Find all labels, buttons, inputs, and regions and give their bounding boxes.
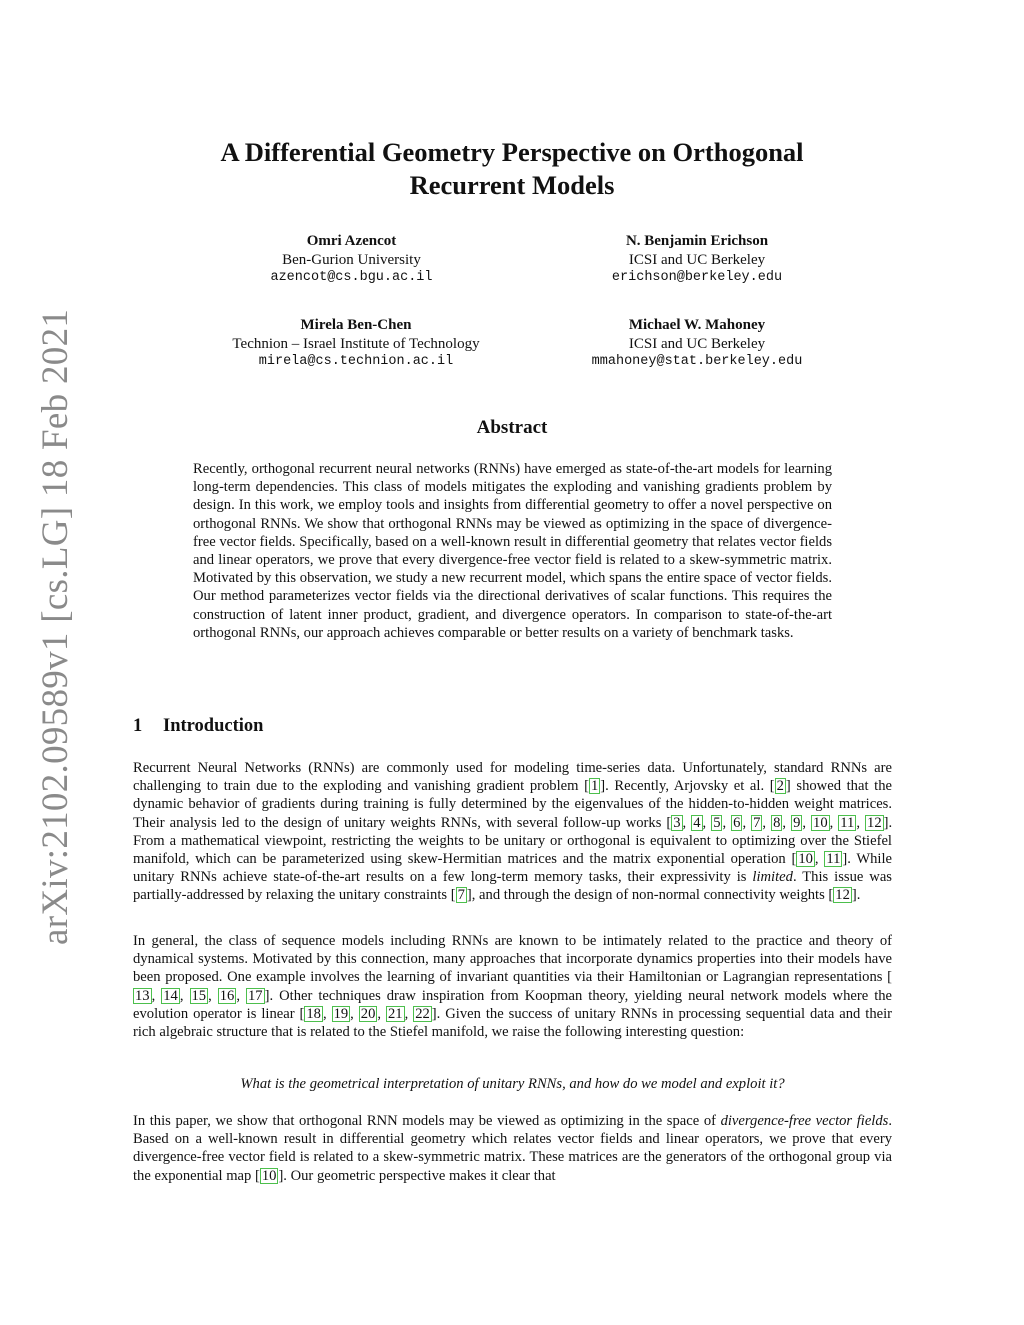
section-title: Introduction [163, 716, 264, 736]
section-heading [133, 716, 263, 737]
title-line-2: Recurrent Models [409, 170, 615, 200]
author-block [540, 316, 854, 372]
author-email[interactable]: mirela@cs.technion.ac.il [258, 354, 454, 369]
citation-link[interactable]: 7 [457, 887, 465, 904]
research-question: What is the geometrical interpretation of unitary RNNs, and how do we model and exploit it? [240, 1076, 785, 1092]
author-block [200, 316, 512, 372]
author-name: Michael W. Mahoney [628, 317, 766, 333]
author-name: Omri Azencot [306, 233, 397, 249]
intro-paragraph-3 [133, 1112, 892, 1185]
author-name: N. Benjamin Erichson [625, 233, 769, 249]
citation-link[interactable]: 20 [360, 1005, 376, 1022]
citation-link[interactable]: 12 [835, 887, 850, 904]
citation-link[interactable]: 10 [261, 1167, 277, 1184]
section-number: 1 [133, 716, 143, 736]
citation-link[interactable]: 16 [219, 987, 235, 1004]
citation-link[interactable]: 7 [753, 814, 761, 831]
citation-link[interactable]: 22 [415, 1005, 430, 1022]
citation-link[interactable]: 2 [776, 778, 784, 795]
author-affiliation: Technion – Israel Institute of Technology [232, 335, 480, 352]
citation-link[interactable]: 12 [867, 814, 882, 831]
text-run: ]. Other techniques draw inspiration from Koopman theory, yielding neural network models where the evolution operator is linear [ [133, 987, 893, 1022]
text-run: Recurrent Neural Networks (RNNs) are commonly used for modeling time-series data. Unfortunately, standard RNNs are challenging to train due to the exploding and vanishing gradient problem [ [133, 760, 892, 795]
citation-link[interactable]: 5 [713, 814, 721, 831]
citation-link[interactable]: 21 [387, 1005, 403, 1022]
citation-link[interactable]: 10 [798, 851, 813, 868]
citation-link[interactable]: 15 [191, 987, 207, 1004]
citation-link[interactable]: 8 [773, 814, 781, 831]
text-run: ]. [851, 887, 861, 904]
text-run: ], and through the design of non-normal connectivity weights [ [466, 887, 834, 904]
text-run: ]. Given the success of unitary RNNs in processing sequential data and their rich algebraic structure that is related to the Stiefel manifold, we raise the following interesting question: [133, 1005, 893, 1041]
text-run: ] showed that the dynamic behavior of gradients during training is fully determined by the eigenvalues of the hidden-to-hidden weight matrices. Their analysis led to the design of unitary weights RNNs, with several follow-up works [ [133, 778, 892, 831]
citation-link[interactable]: 3 [673, 814, 681, 831]
emphasis: divergence-free vector fields [720, 1113, 889, 1129]
citation-link[interactable]: 10 [813, 814, 828, 831]
title-line-1: A Differential Geometry Perspective on Orthogonal [220, 137, 804, 167]
text-run: In this paper, we show that orthogonal RNN models may be viewed as optimizing in the space of [133, 1113, 721, 1129]
abstract-text: Recently, orthogonal recurrent neural networks (RNNs) have emerged as state-of-the-art models for learning long-term dependencies. This class of models mitigates the exploding and vanishing gradients problem by design. In this work, we employ tools and insights from differential geometry to offer a novel perspective on orthogonal RNNs. We show that orthogonal RNNs may be viewed as optimizing in the space of divergence-free vector fields. Specifically, based on a well-known result in differential geometry that relates vector fields and linear operators, we prove that every divergence-free vector field is related to a skew-symmetric matrix. Motivated by this observation, we study a new recurrent model, which spans the entire space of vector fields. Our method parameterizes vector fields via the directional derivatives of scalar functions. This requires the construction of latent inner product, gradient, and divergence operators. In comparison to state-of-the-art orthogonal RNNs, our approach achieves comparable or better results on a variety of benchmark tasks. [193, 461, 832, 641]
author-block [200, 232, 503, 288]
emphasis: limited [752, 869, 793, 886]
text-run: ]. While unitary RNNs achieve state-of-the-art results on a few long-term memory tasks, their expressivity is [133, 851, 893, 886]
author-name: Mirela Ben-Chen [300, 317, 412, 333]
text-run: ]. Recently, Arjovsky et al. [ [600, 778, 775, 795]
text-run: ]. From a mathematical viewpoint, restricting the weights to be unitary or orthogonal is equivalent to optimizing over the Stiefel manifold, which can be parameterized using skew-Hermitian matrices and the matrix exponential operation [ [133, 814, 893, 868]
abstract-heading: Abstract [476, 417, 548, 438]
author-email[interactable]: mmahoney@stat.berkeley.edu [591, 354, 803, 369]
citation-link[interactable]: 1 [590, 778, 599, 795]
intro-paragraph-1: Recurrent Neural Networks (RNNs) are commonly used for modeling time-series data. Unfortunately, standard RNNs are challenging to train due to the exploding and vanishing gradient problem [ 1 ]. Recently, Arjovsky et al. [ 2 ] showed that the dynamic behavior of gradients during training is fully determined by the eigenvalues of the hidden-to-hidden weight matrices. Their analysis led to the design of unitary weights RNNs, with several follow-up works [ 3 , 4 , 5 , 6 , 7 , 8 , 9 , 10 , 11 , 12 ]. From a mathematical viewpoint, restricting the weights to be unitary or orthogonal is equivalent to optimizing over the Stiefel manifold, which can be parameterized using skew-Hermitian matrices and the matrix exponential operation [ 10 , 11 ]. While unitary RNNs achieve state-of-the-art results on a few long-term memory tasks, their expressivity is limited. This issue was partially-addressed by relaxing the unitary constraints [ 7 ], and through the design of non-normal connectivity weights [ 12 ]. [133, 760, 893, 904]
citation-link[interactable]: 17 [248, 987, 263, 1004]
text-run: In general, the class of sequence models including RNNs are known to be intimately related to the practice and theory of dynamical systems. Motivated by this connection, many approaches that incorporate dynamics properties into their models have been proposed. One example involves the learning of invariant quantities via their Hamiltonian or Lagrangian representations [ [133, 933, 892, 986]
paper-title [150, 136, 874, 202]
citation-link[interactable]: 11 [826, 851, 841, 868]
text-run: . This issue was partially-addressed by relaxing the unitary constraints [ [133, 869, 892, 904]
author-affiliation: ICSI and UC Berkeley [628, 335, 766, 352]
citation-link[interactable]: 14 [163, 987, 178, 1004]
arxiv-stamp: arXiv:2102.09589v1 [cs.LG] 18 Feb 2021 [35, 308, 76, 945]
text-run: ]. Our geometric perspective makes it clear that [278, 1167, 556, 1184]
author-email[interactable]: erichson@berkeley.edu [611, 270, 783, 285]
citation-link[interactable]: 18 [306, 1005, 321, 1022]
citation-link[interactable]: 13 [135, 987, 150, 1004]
author-block [540, 232, 854, 288]
citation-link[interactable]: 19 [333, 1005, 349, 1022]
citation-link[interactable]: 4 [693, 814, 701, 831]
author-affiliation: Ben-Gurion University [282, 251, 421, 268]
citation-link[interactable]: 6 [733, 814, 741, 831]
author-email[interactable]: azencot@cs.bgu.ac.il [270, 270, 433, 285]
author-affiliation: ICSI and UC Berkeley [628, 251, 766, 268]
intro-paragraph-2: In general, the class of sequence models including RNNs are known to be intimately related to the practice and theory of dynamical systems. Motivated by this connection, many approaches that incorporate dynamics properties into their models have been proposed. One example involves the learning of invariant quantities via their Hamiltonian or Lagrangian representations [13 , 14 , 15 , 16 , 17 ]. Other techniques draw inspiration from Koopman theory, yielding neural network models where the evolution operator is linear [ 18 , 19 , 20 , 21 , 22 ]. Given the success of unitary RNNs in processing sequential data and their rich algebraic structure that is related to the Stiefel manifold, we raise the following interesting question: [133, 933, 893, 1041]
text-run: . Based on a well-known result in differential geometry which relates vector fields and linear operators, we prove that every divergence-free vector field is related to a skew-symmetric matrix. These matrices are the generators of the orthogonal group via the exponential map [ [133, 1113, 892, 1184]
citation-link[interactable]: 11 [840, 814, 855, 831]
citation-link[interactable]: 9 [793, 814, 801, 831]
